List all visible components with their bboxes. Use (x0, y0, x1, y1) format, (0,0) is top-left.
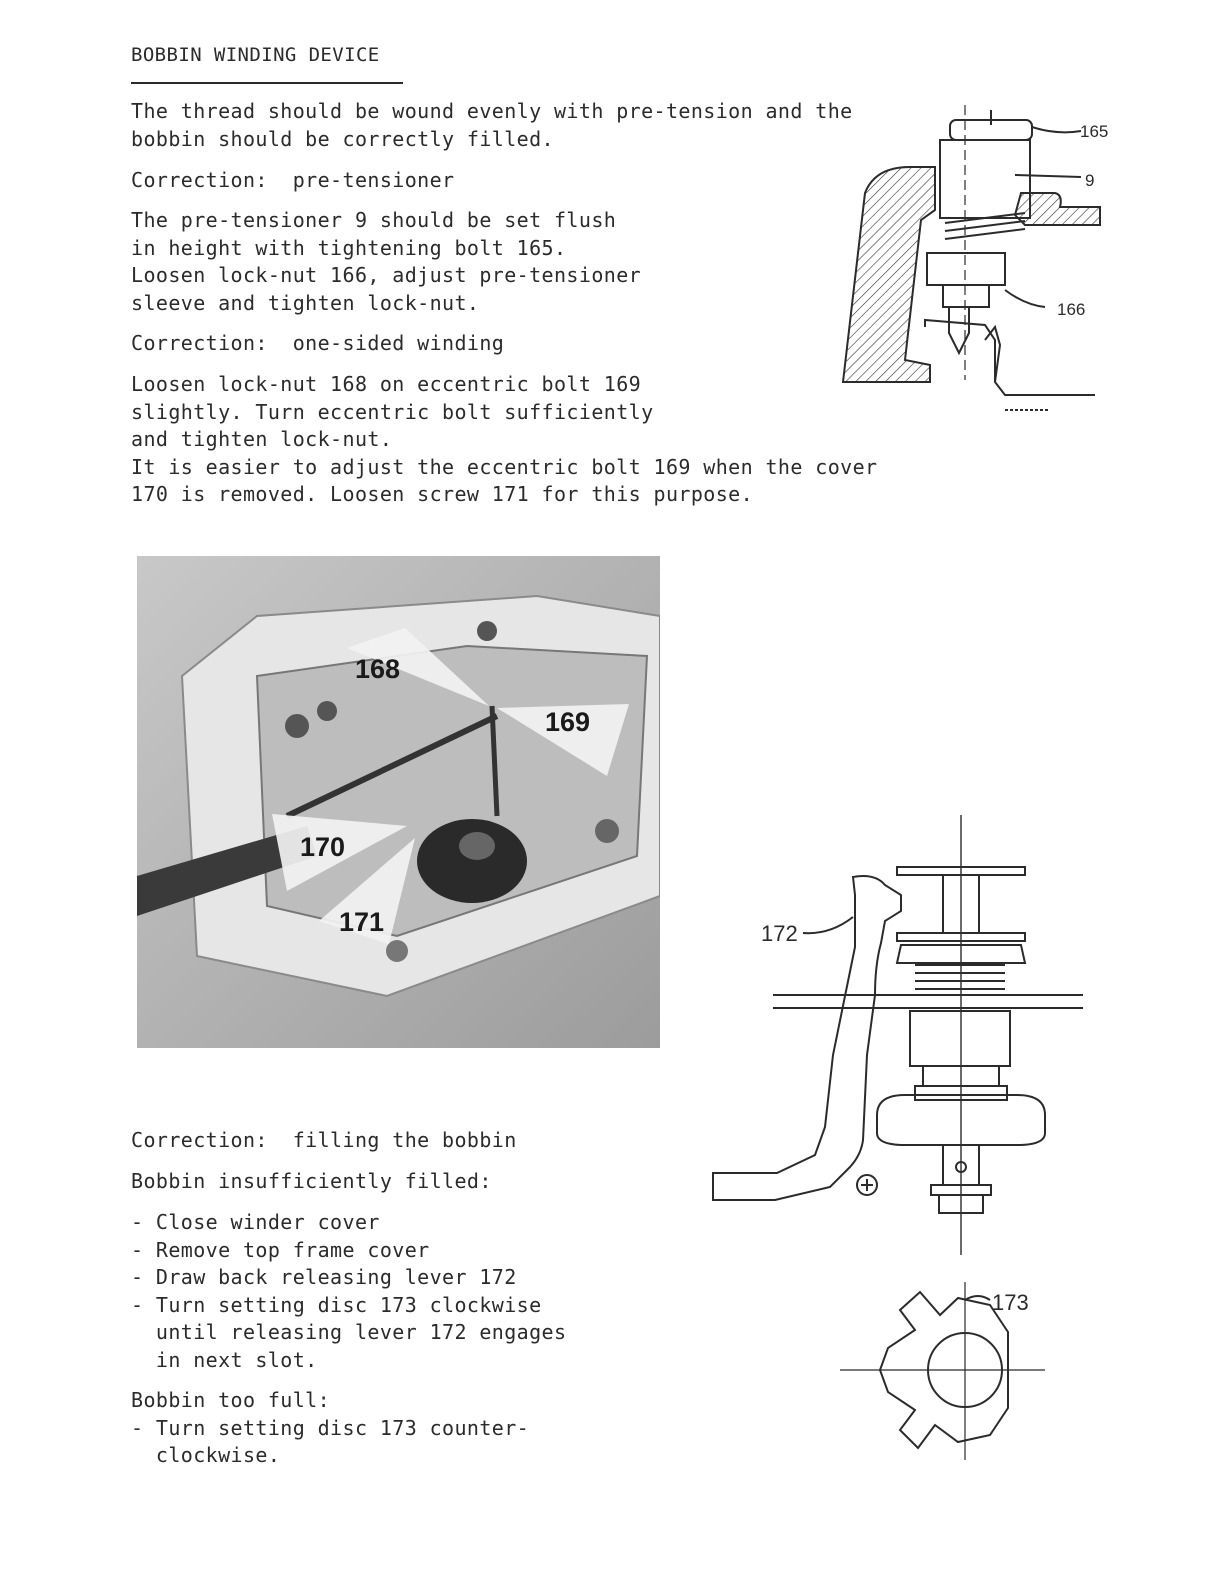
label-173: 173 (992, 1290, 1029, 1315)
pretensioner-diagram (835, 95, 1125, 425)
label-9: 9 (1085, 171, 1095, 190)
setting-disc-diagram (840, 1270, 1060, 1470)
winder-diagram (705, 815, 1105, 1265)
tag-169: 169 (545, 707, 591, 737)
correction-filling-title: Correction: filling the bobbin (131, 1128, 517, 1152)
onesided-line-5: 170 is removed. Loosen screw 171 for this purpose. (131, 482, 754, 506)
onesided-line-2: slightly. Turn eccentric bolt sufficiently (131, 399, 654, 424)
page-title: BOBBIN WINDING DEVICE (131, 44, 380, 66)
tag-171: 171 (339, 907, 385, 937)
correction-onesided-title: Correction: one-sided winding (131, 331, 505, 355)
insufficient-step-2: - Remove top frame cover (131, 1237, 430, 1262)
insufficient-title: Bobbin insufficiently filled: (131, 1169, 492, 1193)
label-172: 172 (761, 921, 798, 946)
intro-line-1: The thread should be wound evenly with pre-tension and the (131, 99, 853, 123)
tag-168: 168 (355, 654, 401, 684)
onesided-line-1: Loosen lock-nut 168 on eccentric bolt 169 (131, 372, 642, 396)
toofull-step-1: - Turn setting disc 173 counter- (131, 1415, 530, 1440)
insufficient-step-1: - Close winder cover (131, 1210, 380, 1234)
tag-170: 170 (300, 832, 346, 862)
insufficient-step-4: - Turn setting disc 173 clockwise (131, 1292, 542, 1317)
onesided-line-3: and tighten lock-nut. (131, 427, 393, 451)
insufficient-step-3: - Draw back releasing lever 172 (131, 1265, 517, 1289)
winder-photo (137, 556, 660, 1048)
pretensioner-line-3: Loosen lock-nut 166, adjust pre-tensioner (131, 263, 642, 287)
label-166: 166 (1057, 300, 1086, 319)
correction-pretensioner-title: Correction: pre-tensioner (131, 168, 455, 192)
label-165: 165 (1080, 122, 1109, 141)
pretensioner-line-1: The pre-tensioner 9 should be set flush (131, 208, 617, 232)
intro-line-2: bobbin should be correctly filled. (131, 126, 554, 151)
insufficient-step-5: until releasing lever 172 engages (131, 1320, 567, 1344)
pretensioner-line-4: sleeve and tighten lock-nut. (131, 290, 480, 315)
onesided-line-4: It is easier to adjust the eccentric bolt 169 when the cover (131, 454, 878, 479)
toofull-step-2: clockwise. (131, 1443, 281, 1467)
toofull-title: Bobbin too full: (131, 1388, 331, 1412)
pretensioner-line-2: in height with tightening bolt 165. (131, 235, 567, 260)
insufficient-step-6: in next slot. (131, 1347, 318, 1372)
title-underline (131, 82, 403, 84)
